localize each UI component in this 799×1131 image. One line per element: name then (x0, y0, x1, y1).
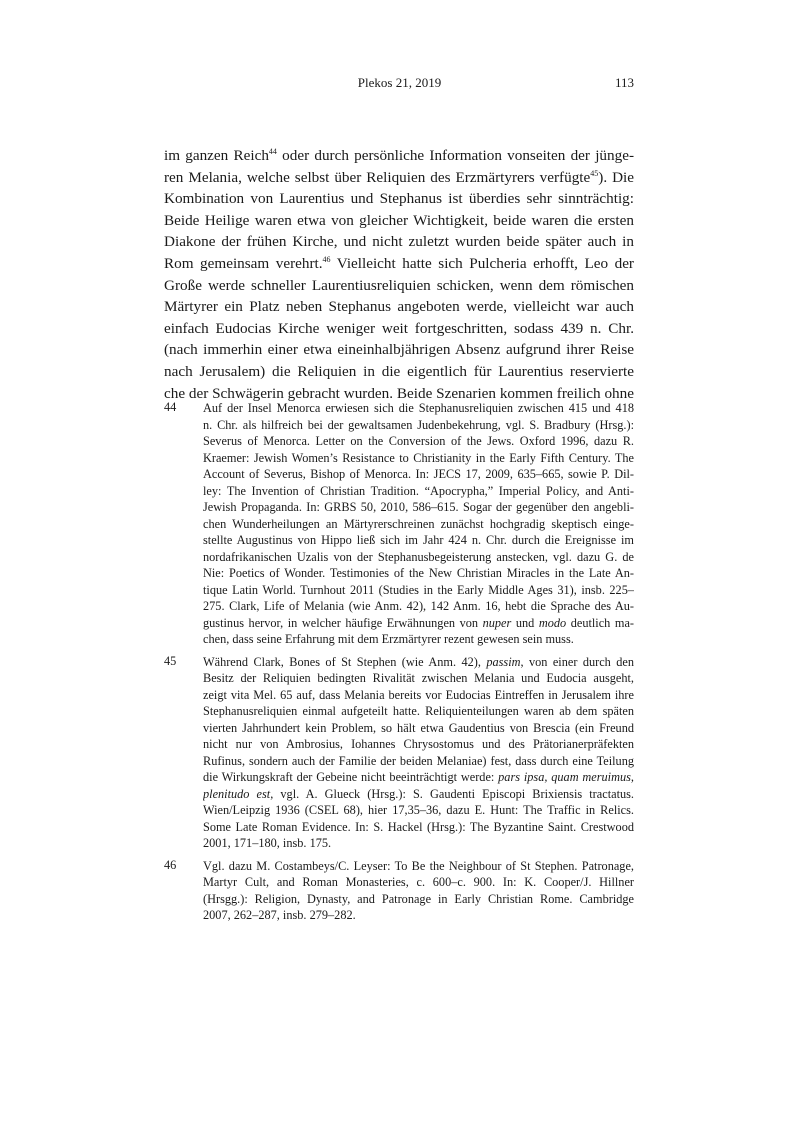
footnote (164, 654, 634, 852)
text-line (203, 654, 634, 671)
text-line (164, 188, 634, 210)
text-line (203, 433, 634, 450)
text-run: 2007, 262–287, insb. 279–282. (203, 908, 356, 922)
footnote-number: 46 (164, 857, 177, 872)
text-run: Märtyrer ein Platz neben Stephanus angeboten werde, vielleicht war auch (164, 298, 634, 316)
text-run: 2001, 171–180, insb. 175. (203, 836, 332, 850)
text-line (203, 400, 634, 417)
text-line (203, 565, 634, 582)
text-run: (nach immerhin einer etwa eineinhalbjährigen Absenz aufgrund ihrer Reise (164, 341, 634, 359)
text-run: , von einer durch den (520, 654, 634, 669)
text-line (164, 339, 634, 361)
footnote (164, 858, 634, 924)
text-run: Martyr Cult, and Roman Monasteries, c. 600–c. 900. In: K. Cooper/J. Hillner (203, 875, 634, 889)
footnote-reference[interactable]: 44 (268, 147, 277, 156)
text-run: chen, dass seine Erfahrung mit dem Erzmärtyrer rezent gewesen sein muss. (203, 632, 574, 646)
text-line (203, 874, 634, 891)
text-run: nach Jerusalem) die Reliquien in die eigentlich für Laurentius reservierte (164, 362, 634, 380)
text-run: Account of Severus, Bishop of Menorca. In: JECS 17, 2009, 635–665, sowie P. Dil- (203, 467, 634, 481)
footnote-text (203, 654, 634, 852)
text-line (164, 210, 634, 232)
italic-text: nuper (482, 615, 512, 630)
text-run: nordafrikanischen Uzalis von der Stephanusbegeisterung anstecken, vgl. dazu G. de (203, 549, 634, 564)
text-line (164, 296, 634, 318)
footnote-number: 44 (164, 400, 177, 414)
text-line (203, 466, 634, 483)
footnote-reference[interactable]: 46 (322, 254, 331, 264)
body-text (164, 145, 634, 404)
text-run: Beide Heilige waren etwa von gleicher Wichtigkeit, beide waren die ersten (164, 211, 634, 229)
text-line (203, 720, 634, 737)
text-line (203, 819, 634, 836)
footnote-number: 45 (164, 653, 177, 668)
text-run: Kombination von Laurentius und Stephanus ist überdies sehr sinnträchtig: (164, 190, 634, 208)
text-run: Nie: Poetics of Wonder. Testimonies of the New Christian Miracles in the Late An- (203, 566, 634, 580)
text-run: che der Schwägerin gebracht wurden. Beide Szenarien kommen freilich ohne (164, 384, 634, 402)
footnote-text (203, 858, 634, 924)
text-line (203, 483, 634, 500)
text-run: Vielleicht hatte sich Pulcheria erhofft, Leo der (330, 254, 634, 272)
text-run: Rom gemeinsam verehrt. (164, 254, 323, 272)
text-run: vierten Jahrhundert kein Problem, so hält etwa Gaudentius von Brescia (ein Freund (203, 720, 634, 735)
text-line (203, 598, 634, 615)
text-line (164, 231, 634, 253)
text-run: zeigt vita Mel. 65 auf, dass Melania bereits vor Eudocias Eintreffen in Jerusalem ihre (203, 687, 634, 702)
text-run: Severus of Menorca. Letter on the Conversion of the Jews. Oxford 1996, dazu R. (203, 434, 634, 448)
text-line (203, 582, 634, 599)
text-line (203, 858, 634, 875)
text-run: tique Latin World. Turnhout 2011 (Studies in the Early Middle Ages 31), insb. 225– (203, 582, 634, 597)
text-line (203, 786, 634, 803)
text-line (164, 253, 634, 275)
text-run: Rufinus, sondern auch der Familie der beiden Melaniae) fest, dass durch eine Teilung (203, 753, 634, 768)
text-run: nicht nur von Ambrosius, Iohannes Chrysostomus und des Prätorianerpräfekten (203, 737, 634, 751)
text-run: im ganzen Reich (164, 147, 269, 164)
text-run: n. Chr. als hilfreich bei der gewaltsamen Judenbekehrung, vgl. S. Bradbury (Hrsg.): (203, 417, 634, 432)
text-line (164, 318, 634, 340)
text-line (203, 687, 634, 704)
text-run: Diakone der frühen Kirche, und nicht zuletzt wurden beide später auch in (164, 233, 634, 251)
footnote-reference[interactable]: 45 (590, 168, 599, 178)
text-run: 275. Clark, Life of Melania (wie Anm. 42), 142 Anm. 16, hebt die Sprache des Au- (203, 599, 634, 613)
text-line (203, 631, 634, 648)
text-run: (Hrsgg.): Religion, Dynasty, and Patronage in Early Christian Rome. Cambridge (203, 891, 634, 906)
text-run: Wien/Leipzig 1936 (CSEL 68), hier 17,35–36, dazu E. Hunt: The Traffic in Relics. (203, 803, 634, 817)
text-line (203, 907, 634, 924)
text-line (203, 769, 634, 786)
text-run: ley: The Invention of Christian Tradition. “Apocrypha,” Imperial Policy, and Anti- (203, 483, 634, 498)
text-line (164, 275, 634, 297)
text-line (203, 549, 634, 566)
text-line (203, 499, 634, 516)
text-line (203, 753, 634, 770)
text-line (203, 417, 634, 434)
text-line (203, 615, 634, 632)
text-run: Auf der Insel Menorca erwiesen sich die Stephanusreliquien zwischen 415 und 418 (203, 401, 634, 415)
text-run: stellte Augustinus von Hippo ließ sich im Jahr 424 n. Chr. durch die Ereignisse im (203, 533, 634, 547)
text-run: ). Die (598, 168, 634, 186)
text-run: ren Melania, welche selbst über Reliquien des Erzmärtyrers verfügte (164, 168, 591, 186)
text-line (203, 516, 634, 533)
text-line (164, 145, 634, 167)
text-run: Große werde schneller Laurentiusreliquien schicken, wenn dem römischen (164, 276, 634, 294)
italic-text: pars ipsa, quam meruimus, (498, 770, 634, 784)
text-line (164, 361, 634, 383)
text-line (203, 835, 634, 852)
running-header-journal: Plekos 21, 2019 (357, 75, 442, 90)
page-number: 113 (614, 75, 634, 90)
text-run: Some Late Roman Evidence. In: S. Hackel (Hrsg.): The Byzantine Saint. Crestwood (203, 819, 634, 834)
italic-text: modo (538, 615, 567, 630)
text-run: Während Clark, Bones of St Stephen (wie Anm. 42), (203, 654, 487, 669)
italic-text: passim (486, 654, 521, 669)
text-run: und (511, 615, 539, 630)
text-run: einfach Eudocias Kirche weniger weit fortgeschritten, sodass 439 n. Chr. (164, 319, 634, 337)
text-line (164, 167, 634, 189)
text-run: Kraemer: Jewish Women’s Resistance to Christianity in the Early Fifth Century. The (203, 450, 634, 465)
text-run: Jewish Propaganda. In: GRBS 50, 2010, 586–615. Sogar der gegenüber den angebli- (203, 500, 634, 514)
text-run: die Wirkungskraft der Gebeine nicht beeinträchtigt werde: (203, 770, 499, 784)
text-line (203, 670, 634, 687)
text-run: Vgl. dazu M. Costambeys/C. Leyser: To Be the Neighbour of St Stephen. Patronage, (203, 858, 634, 873)
text-run: Besitz der Reliquien bedingten Rivalität zwischen Melania und Eudocia ausgeht, (203, 671, 634, 685)
text-line (203, 450, 634, 467)
footnotes (164, 400, 634, 930)
text-run: oder durch persönliche Information vonseiten der jünge- (276, 147, 634, 164)
text-line (203, 891, 634, 908)
italic-text: plenitudo est (203, 786, 271, 801)
footnote-text (203, 400, 634, 648)
footnote (164, 400, 634, 648)
text-line (203, 703, 634, 720)
text-line (203, 532, 634, 549)
text-run: deutlich ma- (566, 615, 634, 630)
text-run: , vgl. A. Glueck (Hrsg.): S. Gaudenti Episcopi Brixiensis tractatus. (270, 786, 634, 801)
text-line (203, 736, 634, 753)
text-line (203, 802, 634, 819)
text-run: Stephanusreliquien einmal aufgeteilt hatte. Reliquienteilungen waren ab dem späten (203, 704, 634, 718)
text-run: chen Wunderheilungen an Märtyrerschreinen zunächst hochgradig skeptisch einge- (203, 516, 634, 531)
text-run: gustinus hervor, in welcher häufige Erwähnungen von (203, 615, 483, 630)
